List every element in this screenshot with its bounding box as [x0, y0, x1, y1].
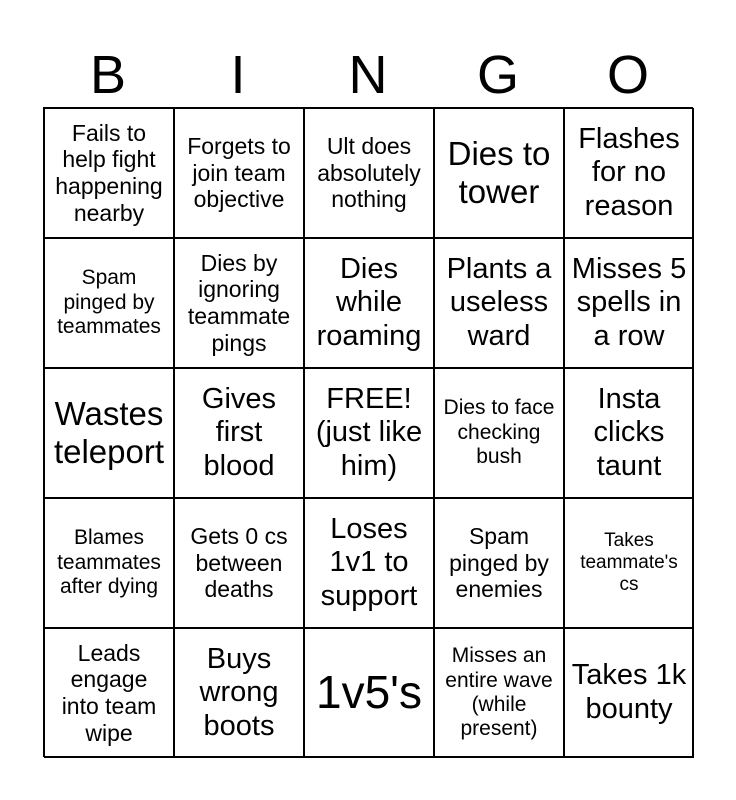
bingo-cell-text: Gets 0 cs between deaths: [190, 522, 288, 603]
bingo-cell[interactable]: [564, 238, 694, 368]
bingo-cell-text: Flashes for no reason: [578, 122, 680, 222]
header-letter-i: I: [230, 45, 246, 105]
bingo-cell[interactable]: [44, 368, 174, 498]
bingo-cell[interactable]: [304, 368, 434, 498]
bingo-cell[interactable]: [304, 108, 434, 238]
bingo-cell[interactable]: [44, 628, 174, 758]
bingo-cell-text: Fails to help fight happening nearby: [55, 119, 163, 226]
bingo-cell[interactable]: [174, 628, 304, 758]
header-letter-n: N: [348, 45, 388, 105]
bingo-cell-text: Forgets to join team objective: [187, 132, 291, 213]
bingo-cell[interactable]: [44, 238, 174, 368]
bingo-cell[interactable]: [174, 368, 304, 498]
bingo-cell[interactable]: [304, 498, 434, 628]
bingo-cell-text: Plants a useless ward: [446, 252, 552, 352]
bingo-header: [43, 44, 693, 106]
header-letter-b: B: [89, 45, 127, 105]
bingo-board: [43, 107, 693, 757]
bingo-cell-text: Takes 1k bounty: [571, 659, 687, 725]
bingo-cell[interactable]: [434, 498, 564, 628]
bingo-cell-text: Dies to tower: [447, 134, 551, 210]
bingo-cell-text: Blames teammates after dying: [57, 526, 161, 599]
bingo-cell[interactable]: [434, 628, 564, 758]
bingo-cell-text: Loses 1v1 to support: [320, 512, 418, 612]
bingo-cell[interactable]: [434, 368, 564, 498]
bingo-cell-text: Wastes teleport: [53, 394, 165, 470]
bingo-cell[interactable]: [304, 628, 434, 758]
bingo-cell[interactable]: [174, 108, 304, 238]
bingo-cell-text: Buys wrong boots: [199, 642, 279, 742]
bingo-cell[interactable]: [564, 108, 694, 238]
bingo-cell-text: Gives first blood: [201, 382, 277, 482]
header-letter-o: O: [606, 45, 649, 105]
bingo-cell-text: Misses 5 spells in a row: [571, 252, 687, 352]
bingo-cell-text: Dies while roaming: [316, 252, 422, 352]
bingo-cell-text: Leads engage into team wipe: [61, 639, 157, 746]
bingo-cell-text: Spam pinged by enemies: [449, 522, 549, 603]
bingo-cell-text: Dies by ignoring teammate pings: [187, 249, 291, 356]
bingo-cell[interactable]: [44, 108, 174, 238]
bingo-cell[interactable]: [564, 368, 694, 498]
bingo-cell[interactable]: [174, 238, 304, 368]
bingo-cell[interactable]: [304, 238, 434, 368]
bingo-cell-text: Insta clicks taunt: [593, 382, 665, 482]
bingo-cell[interactable]: [564, 498, 694, 628]
bingo-cell-text: Dies to face checking bush: [443, 396, 555, 469]
bingo-cell-text: 1v5's: [316, 666, 422, 719]
bingo-cell-text: Misses an entire wave (while present): [445, 644, 553, 741]
bingo-cell[interactable]: [434, 108, 564, 238]
bingo-cell[interactable]: [434, 238, 564, 368]
bingo-cell[interactable]: [564, 628, 694, 758]
bingo-cell-text: FREE! (just like him): [315, 382, 423, 482]
bingo-cell-text: Takes teammate's cs: [580, 529, 678, 596]
bingo-cell-text: Spam pinged by teammates: [57, 266, 161, 339]
bingo-cell[interactable]: [44, 498, 174, 628]
bingo-cell[interactable]: [174, 498, 304, 628]
bingo-cell-text: Ult does absolutely nothing: [317, 132, 421, 213]
header-letter-g: G: [476, 45, 519, 105]
